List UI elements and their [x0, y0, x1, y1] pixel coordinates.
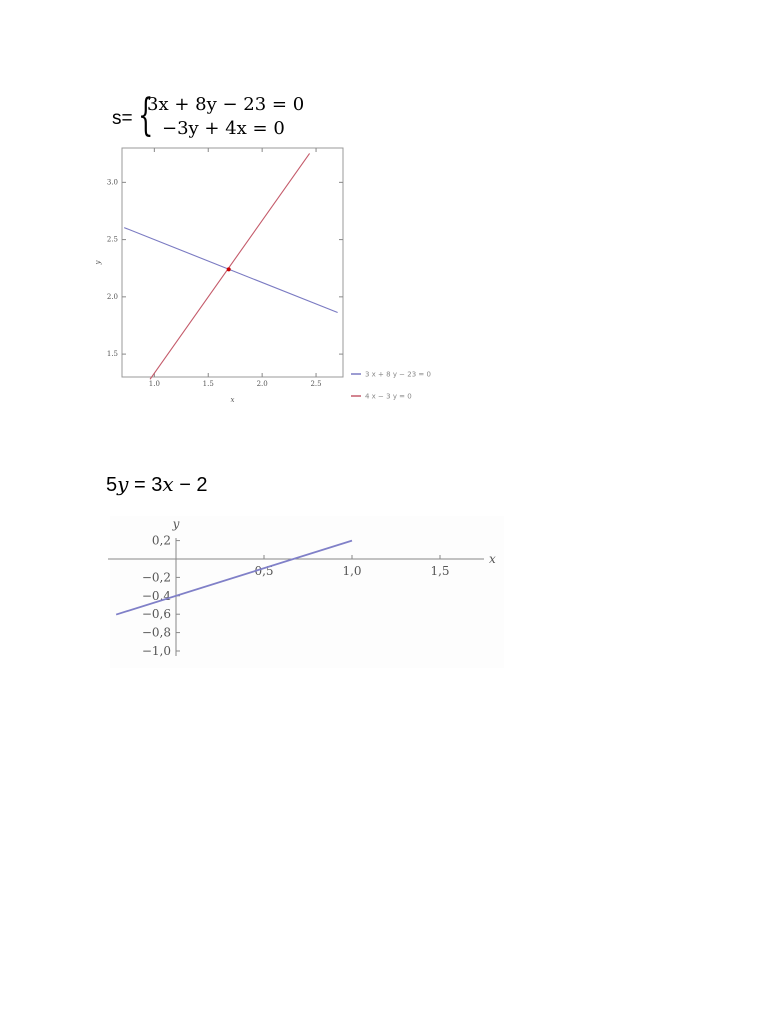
system-equation-1: 3x + 8y − 23 = 0	[147, 94, 305, 115]
y-axis-label: y	[172, 517, 180, 531]
x-tick-label: 1.0	[148, 380, 160, 388]
legend-label-2: 4 x − 3 y = 0	[365, 392, 412, 401]
y-tick-label: 2.5	[106, 235, 118, 244]
x-axis-label: x	[230, 396, 235, 404]
left-brace: {	[138, 90, 154, 141]
y-tick-label: −0,4	[141, 588, 171, 603]
system-equation-2: −3y + 4x = 0	[162, 118, 285, 139]
y-tick-label: −1,0	[141, 644, 171, 658]
y-tick-label: −0,6	[141, 607, 171, 622]
equation-heading-2: 5y = 3x − 2	[106, 472, 208, 496]
y-tick-label: 1.5	[106, 350, 118, 359]
legend-label-1: 3 x + 8 y − 23 = 0	[365, 370, 431, 379]
y-axis-label: y	[94, 260, 102, 265]
system-label: s=	[112, 108, 133, 129]
x-tick-label: 1,5	[430, 564, 450, 578]
x-tick-label: 2.5	[310, 380, 322, 388]
x-tick-label: 1.5	[202, 380, 214, 388]
y-tick-label: −0,2	[141, 570, 171, 585]
y-tick-label: 3.0	[106, 178, 118, 187]
y-tick-label: −0,8	[141, 625, 171, 640]
x-axis-label: x	[489, 552, 496, 566]
x-tick-label: 0,5	[254, 564, 274, 578]
x-tick-label: 2.0	[256, 380, 268, 388]
y-tick-label: 2.0	[106, 292, 118, 301]
y-tick-label: 0,2	[151, 533, 171, 548]
x-tick-label: 1,0	[342, 564, 362, 578]
